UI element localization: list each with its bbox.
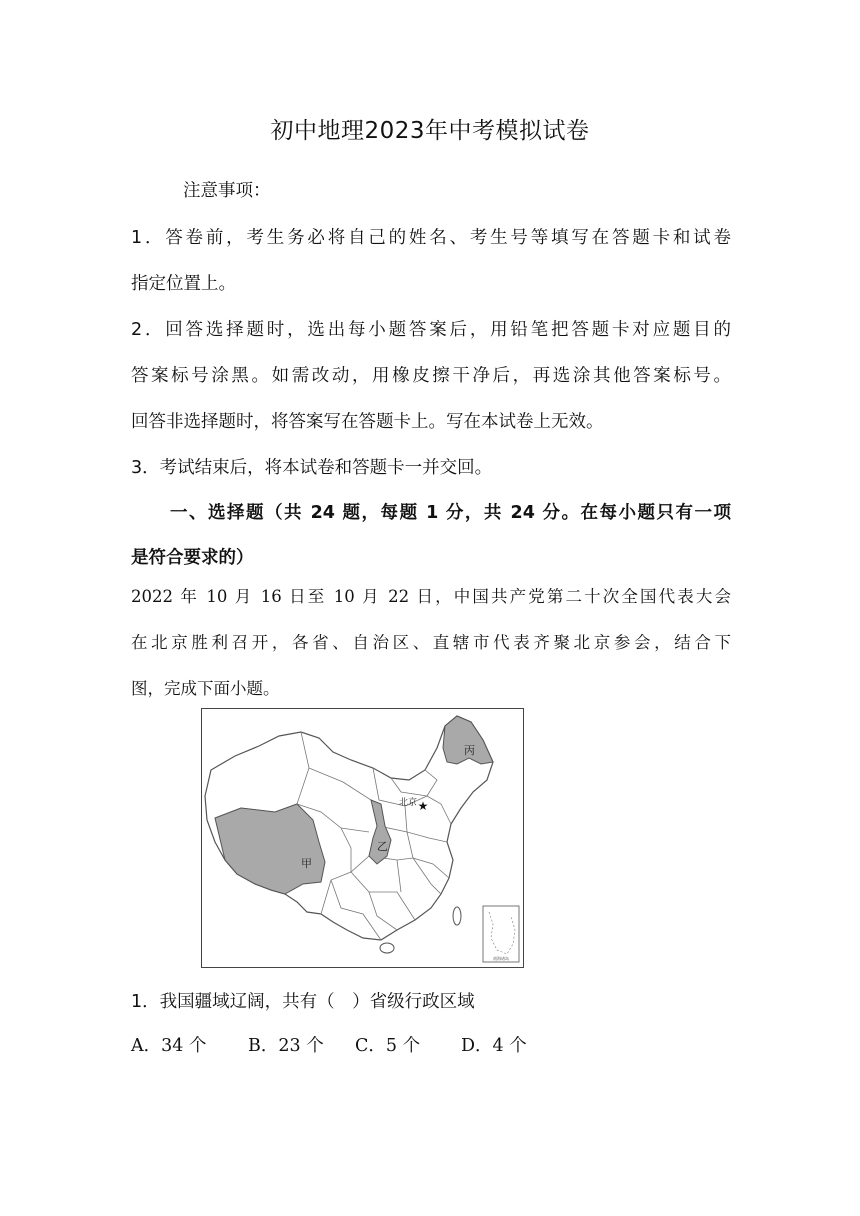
beijing-star-icon: ★ — [417, 799, 429, 813]
option-b[interactable]: B．23 个 — [248, 1036, 324, 1056]
question-1-options — [131, 1032, 527, 1057]
notice-item-1-line-2: 指定位置上。 — [131, 274, 236, 294]
intro-line-3: 图，完成下面小题。 — [131, 679, 280, 698]
section-heading-line-1: 一、选择题（共 24 题，每题 1 分，共 24 分。在每小题只有一项 — [170, 503, 731, 523]
label-jia: 甲 — [301, 857, 312, 870]
notice-item-1-line-1: 1．答卷前，考生务必将自己的姓名、考生号等填写在答题卡和试卷 — [131, 228, 731, 248]
south-china-sea-inset — [483, 906, 519, 962]
notice-item-2-line-3: 回答非选择题时，将答案写在答题卡上。写在本试卷上无效。 — [131, 412, 604, 432]
notice-item-2-line-1: 2．回答选择题时，选出每小题答案后，用铅笔把答题卡对应题目的 — [131, 320, 731, 340]
page-title: 初中地理2023年中考模拟试卷 — [270, 118, 590, 144]
notice-item-3: 3．考试结束后，将本试卷和答题卡一并交回。 — [131, 458, 493, 478]
inset-caption: 南海诸岛 — [493, 956, 509, 961]
hainan-island — [380, 943, 394, 953]
notice-item-2-line-2: 答案标号涂黑。如需改动，用橡皮擦干净后，再选涂其他答案标号。 — [131, 366, 731, 386]
label-beijing: 北京 — [399, 798, 418, 808]
intro-line-1: 2022 年 10 月 16 日至 10 月 22 日，中国共产党第二十次全国代表大会 — [131, 587, 731, 606]
taiwan-island — [453, 907, 461, 925]
option-d[interactable]: D．4 个 — [461, 1036, 527, 1056]
question-1-stem: 1．我国疆域辽阔，共有（ ）省级行政区域 — [131, 992, 475, 1012]
label-yi: 乙 — [377, 840, 388, 853]
section-heading-line-2: 是符合要求的） — [131, 548, 254, 568]
intro-line-2: 在北京胜利召开，各省、自治区、直辖市代表齐聚北京参会，结合下 — [131, 633, 731, 652]
notice-heading: 注意事项： — [183, 181, 271, 201]
option-c[interactable]: C．5 个 — [355, 1036, 421, 1056]
option-a[interactable]: A．34 个 — [131, 1036, 207, 1056]
label-bing: 丙 — [464, 744, 475, 757]
china-province-map — [201, 708, 524, 968]
